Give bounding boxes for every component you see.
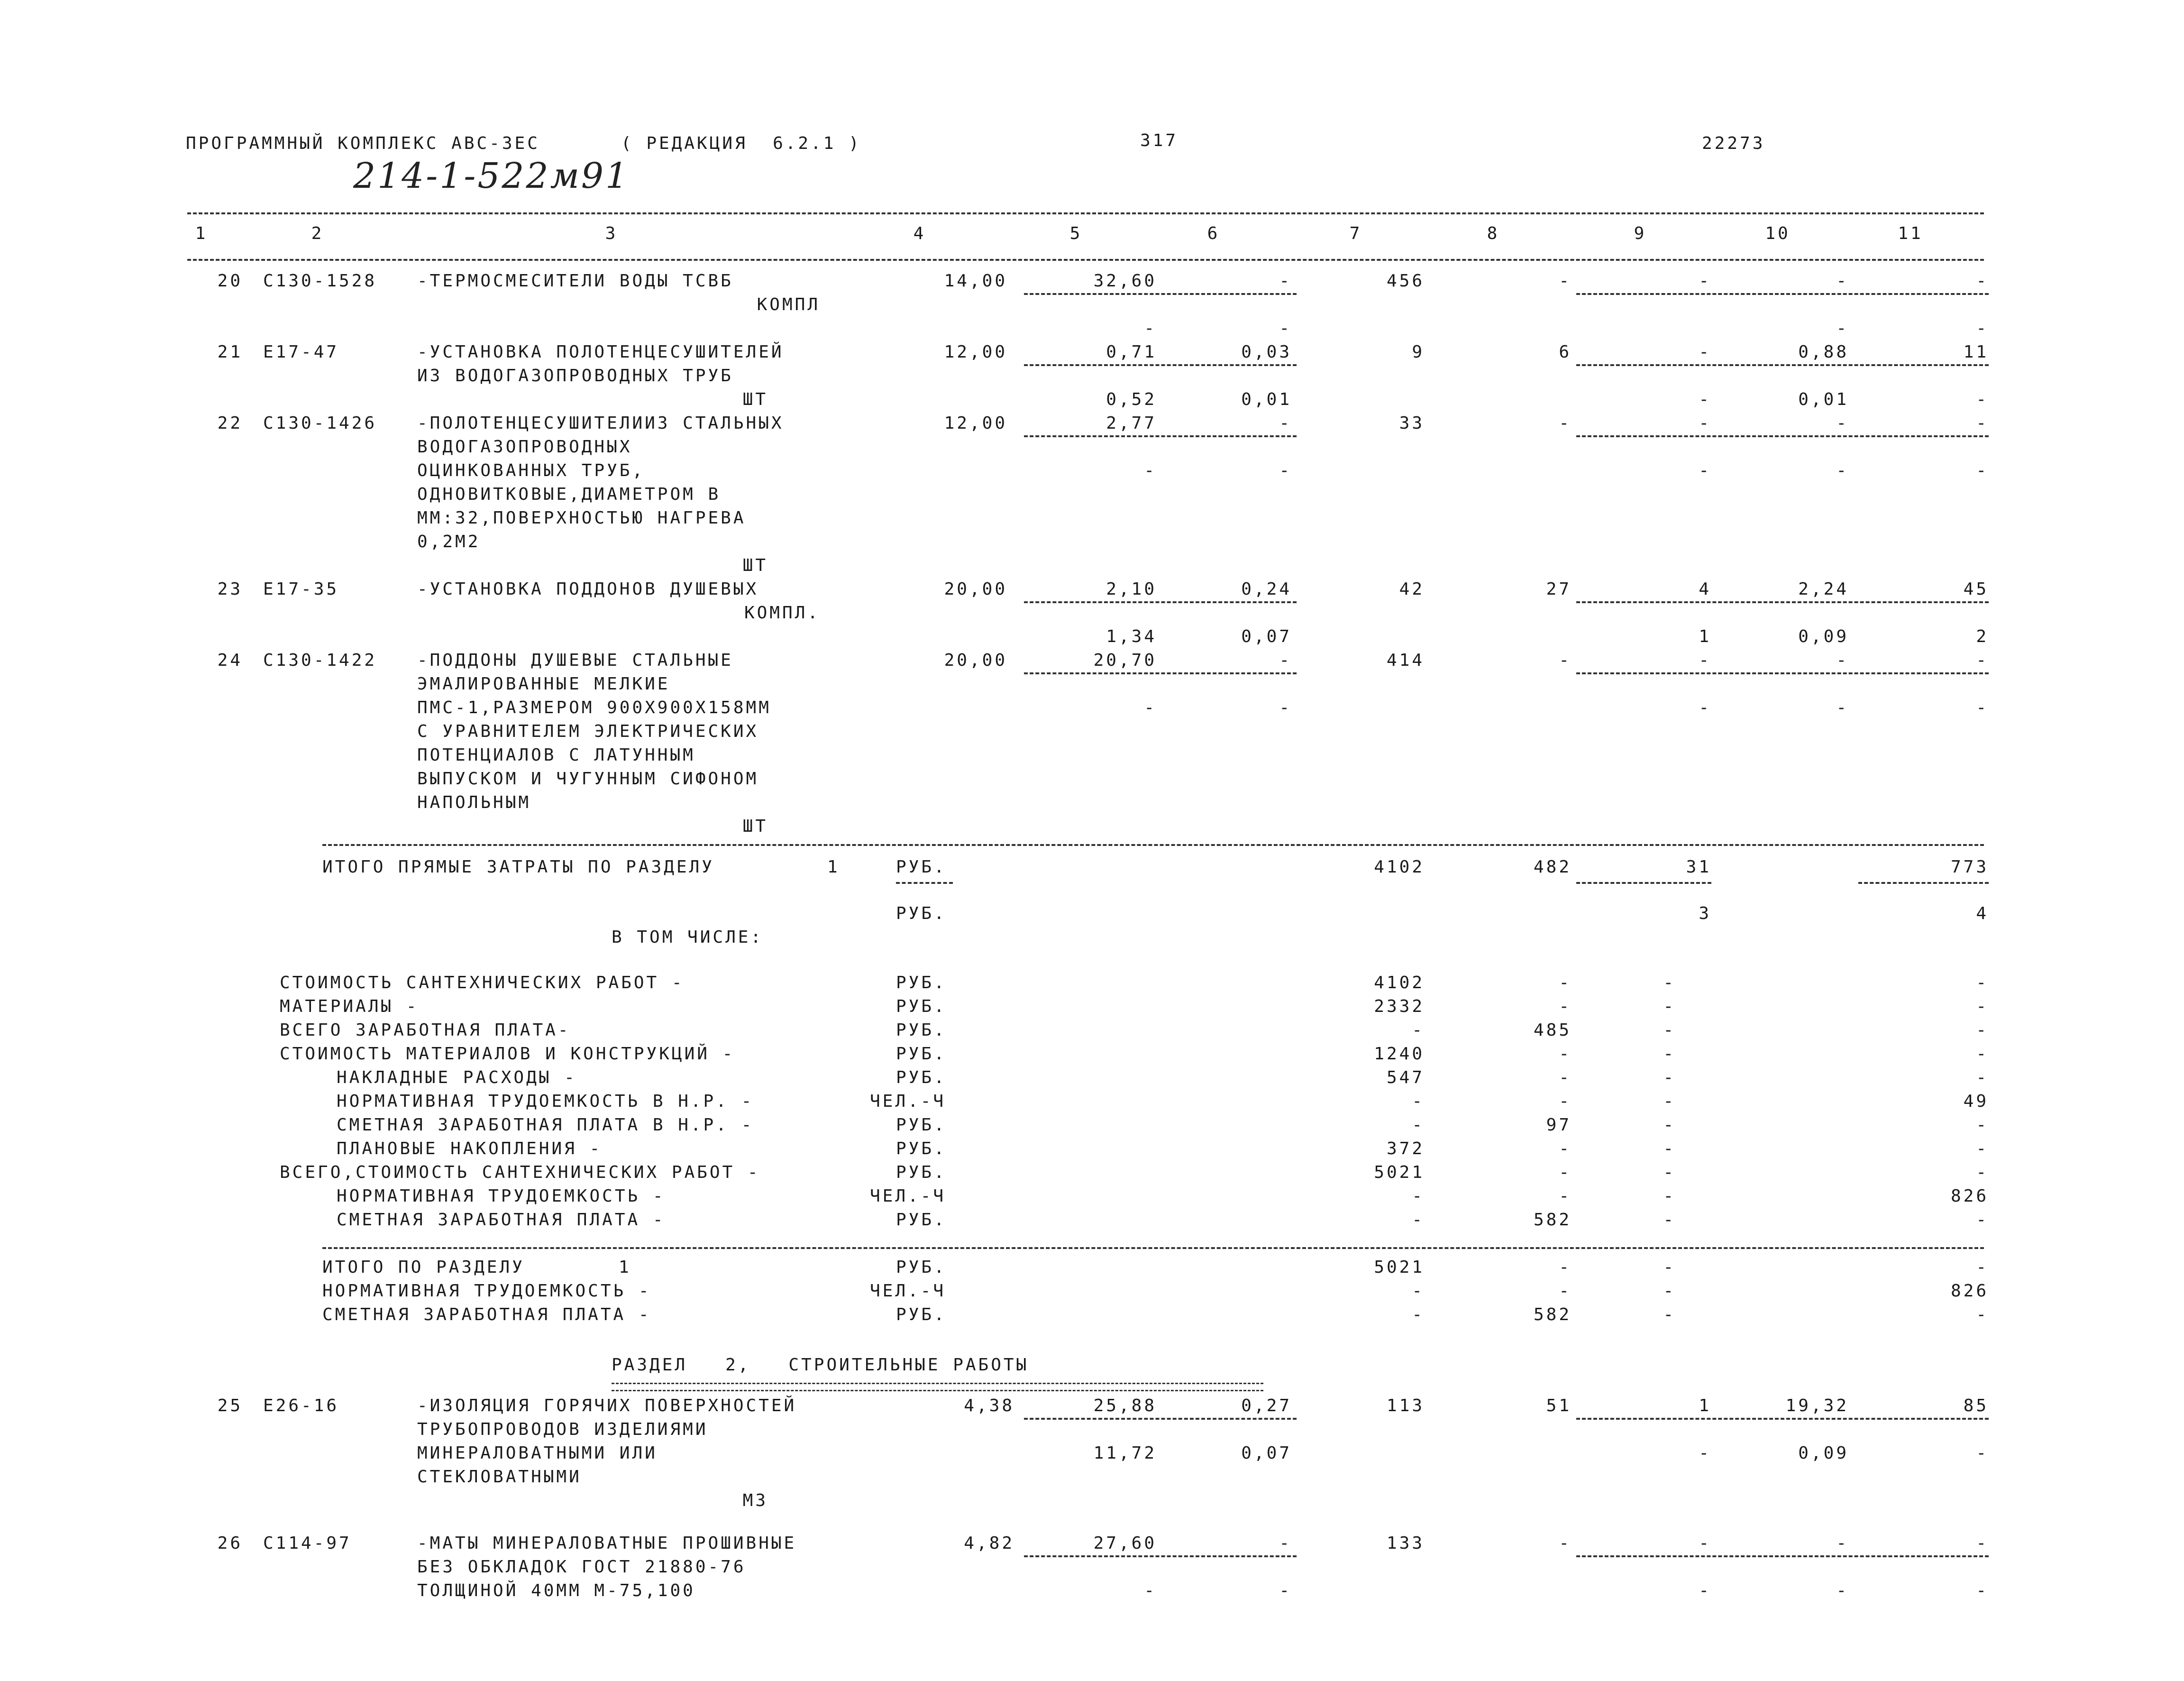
summary-c9: -: [1663, 1186, 1676, 1206]
item-value2-c10: 0,01: [1798, 390, 1849, 409]
summary-c7: -: [1412, 1092, 1425, 1111]
item-description: -УСТАНОВКА ПОЛОТЕНЦЕСУШИТЕЛЕЙ: [417, 342, 784, 362]
item-number: 25: [217, 1396, 243, 1415]
summary-c11: -: [1976, 1044, 1989, 1064]
column-header-6: 6: [1207, 224, 1220, 243]
summary-c8: -: [1559, 1068, 1572, 1087]
item-value-c8: -: [1559, 271, 1572, 291]
section-total-unit: ЧЕЛ.-Ч: [870, 1281, 946, 1301]
item-value2-c11: -: [1976, 390, 1989, 409]
item-unit: М3: [742, 1491, 768, 1510]
summary-unit: РУБ.: [896, 1210, 947, 1230]
summary-c11: -: [1976, 1115, 1989, 1135]
summary-c9: -: [1663, 973, 1676, 992]
item-value2-c5: -: [1144, 698, 1157, 717]
item-description: ОЦИНКОВАННЫХ ТРУБ,: [417, 461, 645, 480]
item-value-c8: -: [1559, 1534, 1572, 1553]
item-value-c6: -: [1279, 651, 1292, 670]
item-value2-c6: -: [1279, 1581, 1292, 1600]
item-value2-c10: -: [1836, 461, 1849, 480]
item-value-c7: 133: [1386, 1534, 1425, 1553]
section-total-c9: -: [1663, 1258, 1676, 1277]
header-rule-top: [187, 212, 1984, 214]
totals-subrule: [1858, 882, 1989, 884]
item-value2-c6: -: [1279, 698, 1292, 717]
section-total-c11: 826: [1950, 1281, 1989, 1301]
item-subrule: [1024, 672, 1297, 674]
summary-c11: -: [1976, 1139, 1989, 1158]
section-total-c11: -: [1976, 1258, 1989, 1277]
summary-label: ВСЕГО,СТОИМОСТЬ САНТЕХНИЧЕСКИХ РАБОТ -: [280, 1163, 760, 1182]
item-number: 22: [217, 413, 243, 433]
item-value2-c10: 0,09: [1798, 627, 1849, 646]
section-2-underline: [612, 1383, 1263, 1391]
column-header-11: 11: [1898, 224, 1923, 243]
summary-c9: -: [1663, 1020, 1676, 1040]
summary-c11: 826: [1950, 1186, 1989, 1206]
totals-unit: РУБ.: [896, 857, 947, 877]
item-value-c5: 20,70: [1093, 651, 1157, 670]
summary-label: НОРМАТИВНАЯ ТРУДОЕМКОСТЬ -: [337, 1186, 666, 1206]
summary-label: МАТЕРИАЛЫ -: [280, 997, 419, 1016]
summary-c8: -: [1559, 1186, 1572, 1206]
summary-c9: -: [1663, 1092, 1676, 1111]
edition-label: ( РЕДАКЦИЯ 6.2.1 ): [621, 134, 861, 153]
column-header-4: 4: [913, 224, 926, 243]
item-description: ВОДОГАЗОПРОВОДНЫХ: [417, 437, 632, 457]
item-value-c9: -: [1699, 271, 1711, 291]
item-description: ВЫПУСКОМ И ЧУГУННЫМ СИФОНОМ: [417, 769, 759, 789]
section-total-number: 1: [619, 1258, 631, 1277]
item-description: ЭМАЛИРОВАННЫЕ МЕЛКИЕ: [417, 674, 670, 694]
item-value2-c11: -: [1976, 1581, 1989, 1600]
summary-unit: РУБ.: [896, 1163, 947, 1182]
totals-label: ИТОГО ПРЯМЫЕ ЗАТРАТЫ ПО РАЗДЕЛУ: [322, 857, 714, 877]
item-value-c9: -: [1699, 651, 1711, 670]
item-value-c7: 42: [1399, 579, 1425, 599]
item-value2-c9: -: [1699, 1443, 1711, 1463]
item-value2-c5: 11,72: [1093, 1443, 1157, 1463]
summary-c7: 547: [1386, 1068, 1425, 1087]
item-value-c8: -: [1559, 651, 1572, 670]
column-header-5: 5: [1069, 224, 1083, 243]
item-value2-c6: -: [1279, 461, 1292, 480]
item-quantity: 12,00: [944, 342, 1007, 362]
item-value2-c6: 0,01: [1241, 390, 1292, 409]
item-value-c6: 0,24: [1241, 579, 1292, 599]
item-description: ОДНОВИТКОВЫЕ,ДИАМЕТРОМ В: [417, 485, 721, 504]
summary-c7: 372: [1386, 1139, 1425, 1158]
summary-unit: РУБ.: [896, 997, 947, 1016]
item-value-c7: 33: [1399, 413, 1425, 433]
item-description: -ИЗОЛЯЦИЯ ГОРЯЧИХ ПОВЕРХНОСТЕЙ: [417, 1396, 797, 1415]
item-description: -УСТАНОВКА ПОДДОНОВ ДУШЕВЫХ: [417, 579, 759, 599]
item-quantity: 14,00: [944, 271, 1007, 291]
item-subrule: [1576, 1555, 1989, 1557]
summary-c11: -: [1976, 1210, 1989, 1230]
summary-c9: -: [1663, 1210, 1676, 1230]
item-value-c8: -: [1559, 413, 1572, 433]
item-description: 0,2М2: [417, 532, 481, 551]
item-value2-c11: -: [1976, 698, 1989, 717]
item-unit: КОМПЛ: [757, 295, 820, 314]
item-code: С114-97: [263, 1534, 352, 1553]
item-value2-c5: -: [1144, 461, 1157, 480]
section-total-c11: -: [1976, 1305, 1989, 1324]
section-total-rule: [322, 1247, 1984, 1249]
item-value-c10: -: [1836, 271, 1849, 291]
section-total-c8: 582: [1533, 1305, 1572, 1324]
item-value-c9: -: [1699, 1534, 1711, 1553]
item-value-c6: 0,27: [1241, 1396, 1292, 1415]
summary-c7: -: [1412, 1020, 1425, 1040]
item-value-c10: 2,24: [1798, 579, 1849, 599]
item-code: Е17-47: [263, 342, 339, 362]
item-value-c5: 2,77: [1106, 413, 1157, 433]
summary-c11: -: [1976, 1020, 1989, 1040]
item-description: МИНЕРАЛОВАТНЫМИ ИЛИ: [417, 1443, 658, 1463]
summary-label: ВСЕГО ЗАРАБОТНАЯ ПЛАТА-: [280, 1020, 571, 1040]
summary-unit: РУБ.: [896, 1115, 947, 1135]
section-total-label: ИТОГО ПО РАЗДЕЛУ: [322, 1258, 525, 1277]
item-subrule: [1576, 364, 1989, 366]
section-total-c7: 5021: [1374, 1258, 1425, 1277]
item-value-c10: -: [1836, 651, 1849, 670]
totals-unit-rule: [896, 882, 953, 884]
section-total-c7: -: [1412, 1305, 1425, 1324]
section-total-label: НОРМАТИВНАЯ ТРУДОЕМКОСТЬ -: [322, 1281, 651, 1301]
item-subrule: [1576, 601, 1989, 603]
item-number: 23: [217, 579, 243, 599]
summary-c11: -: [1976, 1068, 1989, 1087]
item-value-c6: 0,03: [1241, 342, 1292, 362]
summary-label: ПЛАНОВЫЕ НАКОПЛЕНИЯ -: [337, 1139, 603, 1158]
totals-c7: 4102: [1374, 857, 1425, 877]
item-code: С130-1528: [263, 271, 377, 291]
item-value2-c6: 0,07: [1241, 627, 1292, 646]
item-value-c7: 414: [1386, 651, 1425, 670]
item-description: -ПОДДОНЫ ДУШЕВЫЕ СТАЛЬНЫЕ: [417, 651, 733, 670]
item-value-c8: 51: [1546, 1396, 1572, 1415]
totals-c9-2: 3: [1699, 904, 1711, 923]
item-unit: ШТ: [742, 817, 768, 836]
summary-unit: РУБ.: [896, 1068, 947, 1087]
summary-c7: 4102: [1374, 973, 1425, 992]
item-value-c9: -: [1699, 342, 1711, 362]
summary-unit: РУБ.: [896, 1044, 947, 1064]
item-value-c8: 6: [1559, 342, 1572, 362]
item-value-c10: 0,88: [1798, 342, 1849, 362]
item-value2-c11: 2: [1976, 627, 1989, 646]
item-value-c5: 2,10: [1106, 579, 1157, 599]
item-description: СТЕКЛОВАТНЫМИ: [417, 1467, 582, 1487]
item-value-c7: 113: [1386, 1396, 1425, 1415]
totals-rule: [322, 844, 1984, 846]
item-description: ПМС-1,РАЗМЕРОМ 900Х900Х158ММ: [417, 698, 771, 717]
column-header-3: 3: [605, 224, 618, 243]
totals-c9: 31: [1686, 857, 1711, 877]
section-total-c7: -: [1412, 1281, 1425, 1301]
totals-section-number: 1: [827, 857, 840, 877]
item-value-c9: 4: [1699, 579, 1711, 599]
summary-c8: 97: [1546, 1115, 1572, 1135]
item-quantity: 4,38: [964, 1396, 1014, 1415]
item-description: ПОТЕНЦИАЛОВ С ЛАТУННЫМ: [417, 745, 695, 765]
item-value-c5: 0,71: [1106, 342, 1157, 362]
section-total-c9: -: [1663, 1305, 1676, 1324]
item-value2-c10: -: [1836, 698, 1849, 717]
item-description: НАПОЛЬНЫМ: [417, 793, 531, 812]
item-value2-c11: -: [1976, 1443, 1989, 1463]
item-value2-c10: 0,09: [1798, 1443, 1849, 1463]
totals-unit-2: РУБ.: [896, 904, 947, 923]
summary-c7: -: [1412, 1186, 1425, 1206]
item-value-c5: 32,60: [1093, 271, 1157, 291]
item-value2-c6: -: [1279, 319, 1292, 338]
column-header-2: 2: [311, 224, 324, 243]
item-quantity: 20,00: [944, 579, 1007, 599]
summary-c8: -: [1559, 1092, 1572, 1111]
section-total-unit: РУБ.: [896, 1305, 947, 1324]
section-2-title: РАЗДЕЛ 2, СТРОИТЕЛЬНЫЕ РАБОТЫ: [612, 1355, 1029, 1375]
item-subrule: [1576, 672, 1989, 674]
summary-label: СМЕТНАЯ ЗАРАБОТНАЯ ПЛАТА -: [337, 1210, 666, 1230]
summary-label: СМЕТНАЯ ЗАРАБОТНАЯ ПЛАТА В Н.Р. -: [337, 1115, 754, 1135]
item-value2-c9: -: [1699, 390, 1711, 409]
column-header-9: 9: [1634, 224, 1647, 243]
item-subrule: [1024, 1555, 1297, 1557]
section-total-label: СМЕТНАЯ ЗАРАБОТНАЯ ПЛАТА -: [322, 1305, 651, 1324]
summary-c11: -: [1976, 997, 1989, 1016]
item-value2-c9: -: [1699, 698, 1711, 717]
totals-c11-2: 4: [1976, 904, 1989, 923]
item-unit: КОМПЛ.: [744, 603, 820, 623]
summary-c11: -: [1976, 973, 1989, 992]
summary-c9: -: [1663, 997, 1676, 1016]
summary-unit: РУБ.: [896, 973, 947, 992]
item-description: БЕЗ ОБКЛАДОК ГОСТ 21880-76: [417, 1557, 746, 1577]
item-description: -МАТЫ МИНЕРАЛОВАТНЫЕ ПРОШИВНЫЕ: [417, 1534, 797, 1553]
item-subrule: [1024, 435, 1297, 437]
item-value-c11: -: [1976, 271, 1989, 291]
item-value-c10: -: [1836, 1534, 1849, 1553]
item-description: ИЗ ВОДОГАЗОПРОВОДНЫХ ТРУБ: [417, 366, 733, 386]
item-unit: ШТ: [742, 390, 768, 409]
header-rule-bottom: [187, 259, 1984, 261]
item-value2-c9: -: [1699, 461, 1711, 480]
summary-c9: -: [1663, 1163, 1676, 1182]
summary-c7: -: [1412, 1115, 1425, 1135]
item-value2-c10: -: [1836, 1581, 1849, 1600]
item-value2-c9: -: [1699, 1581, 1711, 1600]
totals-subrule: [1576, 882, 1711, 884]
page-number: 317: [1140, 131, 1179, 150]
item-value2-c10: -: [1836, 319, 1849, 338]
item-value-c6: -: [1279, 1534, 1292, 1553]
item-value-c11: 45: [1963, 579, 1989, 599]
summary-unit: ЧЕЛ.-Ч: [870, 1092, 946, 1111]
summary-c11: 49: [1963, 1092, 1989, 1111]
summary-c7: 2332: [1374, 997, 1425, 1016]
item-unit: ШТ: [742, 556, 768, 575]
totals-c8: 482: [1533, 857, 1572, 877]
summary-c8: 582: [1533, 1210, 1572, 1230]
item-value2-c5: -: [1144, 1581, 1157, 1600]
item-value-c10: -: [1836, 413, 1849, 433]
summary-c11: -: [1976, 1163, 1989, 1182]
item-value-c11: 11: [1963, 342, 1989, 362]
item-value2-c6: 0,07: [1241, 1443, 1292, 1463]
item-value-c9: 1: [1699, 1396, 1711, 1415]
item-value2-c5: -: [1144, 319, 1157, 338]
summary-c8: -: [1559, 997, 1572, 1016]
summary-label: НОРМАТИВНАЯ ТРУДОЕМКОСТЬ В Н.Р. -: [337, 1092, 754, 1111]
item-value-c11: -: [1976, 1534, 1989, 1553]
summary-unit: РУБ.: [896, 1139, 947, 1158]
item-number: 26: [217, 1534, 243, 1553]
item-value-c6: -: [1279, 271, 1292, 291]
section-total-c8: -: [1559, 1258, 1572, 1277]
item-value-c6: -: [1279, 413, 1292, 433]
item-value-c7: 9: [1412, 342, 1425, 362]
section-total-c8: -: [1559, 1281, 1572, 1301]
summary-label: СТОИМОСТЬ САНТЕХНИЧЕСКИХ РАБОТ -: [280, 973, 685, 992]
item-quantity: 12,00: [944, 413, 1007, 433]
column-header-1: 1: [195, 224, 208, 243]
item-description: ТРУБОПРОВОДОВ ИЗДЕЛИЯМИ: [417, 1420, 708, 1439]
summary-unit: РУБ.: [896, 1020, 947, 1040]
item-subrule: [1024, 1418, 1297, 1420]
document-number: 22273: [1702, 134, 1765, 153]
item-value2-c5: 1,34: [1106, 627, 1157, 646]
item-subrule: [1576, 1418, 1989, 1420]
item-quantity: 20,00: [944, 651, 1007, 670]
summary-label: СТОИМОСТЬ МАТЕРИАЛОВ И КОНСТРУКЦИЙ -: [280, 1044, 735, 1064]
item-number: 20: [217, 271, 243, 291]
item-value-c7: 456: [1386, 271, 1425, 291]
item-value-c5: 25,88: [1093, 1396, 1157, 1415]
item-number: 21: [217, 342, 243, 362]
including-label: В ТОМ ЧИСЛЕ:: [612, 928, 764, 947]
column-header-10: 10: [1765, 224, 1791, 243]
item-value2-c9: 1: [1699, 627, 1711, 646]
item-subrule: [1576, 293, 1989, 295]
item-value2-c11: -: [1976, 319, 1989, 338]
summary-c8: 485: [1533, 1020, 1572, 1040]
summary-c7: 5021: [1374, 1163, 1425, 1182]
item-value-c11: -: [1976, 651, 1989, 670]
column-header-7: 7: [1349, 224, 1362, 243]
item-subrule: [1024, 293, 1297, 295]
item-value2-c11: -: [1976, 461, 1989, 480]
summary-c9: -: [1663, 1044, 1676, 1064]
summary-label: НАКЛАДНЫЕ РАСХОДЫ -: [337, 1068, 577, 1087]
item-description: -ПОЛОТЕНЦЕСУШИТЕЛИИЗ СТАЛЬНЫХ: [417, 413, 784, 433]
item-value-c5: 27,60: [1093, 1534, 1157, 1553]
handwritten-note: 214-1-522м91: [353, 156, 630, 196]
summary-c7: 1240: [1374, 1044, 1425, 1064]
item-description: -ТЕРМОСМЕСИТЕЛИ ВОДЫ ТСВБ: [417, 271, 733, 291]
summary-c9: -: [1663, 1139, 1676, 1158]
item-description: С УРАВНИТЕЛЕМ ЭЛЕКТРИЧЕСКИХ: [417, 722, 759, 741]
summary-c8: -: [1559, 1139, 1572, 1158]
column-header-8: 8: [1487, 224, 1500, 243]
summary-c7: -: [1412, 1210, 1425, 1230]
item-description: ММ:32,ПОВЕРХНОСТЬЮ НАГРЕВА: [417, 508, 746, 528]
section-total-unit: РУБ.: [896, 1258, 947, 1277]
summary-c9: -: [1663, 1068, 1676, 1087]
item-value-c11: 85: [1963, 1396, 1989, 1415]
item-code: Е26-16: [263, 1396, 339, 1415]
item-value2-c5: 0,52: [1106, 390, 1157, 409]
summary-unit: ЧЕЛ.-Ч: [870, 1186, 946, 1206]
item-value-c8: 27: [1546, 579, 1572, 599]
item-subrule: [1576, 435, 1989, 437]
item-code: Е17-35: [263, 579, 339, 599]
item-value-c10: 19,32: [1785, 1396, 1849, 1415]
totals-c11: 773: [1950, 857, 1989, 877]
summary-c8: -: [1559, 1163, 1572, 1182]
program-name: ПРОГРАММНЫЙ КОМПЛЕКС АВС-3ЕС: [186, 134, 540, 153]
summary-c8: -: [1559, 973, 1572, 992]
item-code: С130-1426: [263, 413, 377, 433]
item-number: 24: [217, 651, 243, 670]
item-subrule: [1024, 601, 1297, 603]
summary-c8: -: [1559, 1044, 1572, 1064]
item-value-c9: -: [1699, 413, 1711, 433]
section-total-c9: -: [1663, 1281, 1676, 1301]
item-description: ТОЛЩИНОЙ 40ММ М-75,100: [417, 1581, 695, 1600]
summary-c9: -: [1663, 1115, 1676, 1135]
item-code: С130-1422: [263, 651, 377, 670]
item-quantity: 4,82: [964, 1534, 1014, 1553]
item-subrule: [1024, 364, 1297, 366]
item-value-c11: -: [1976, 413, 1989, 433]
